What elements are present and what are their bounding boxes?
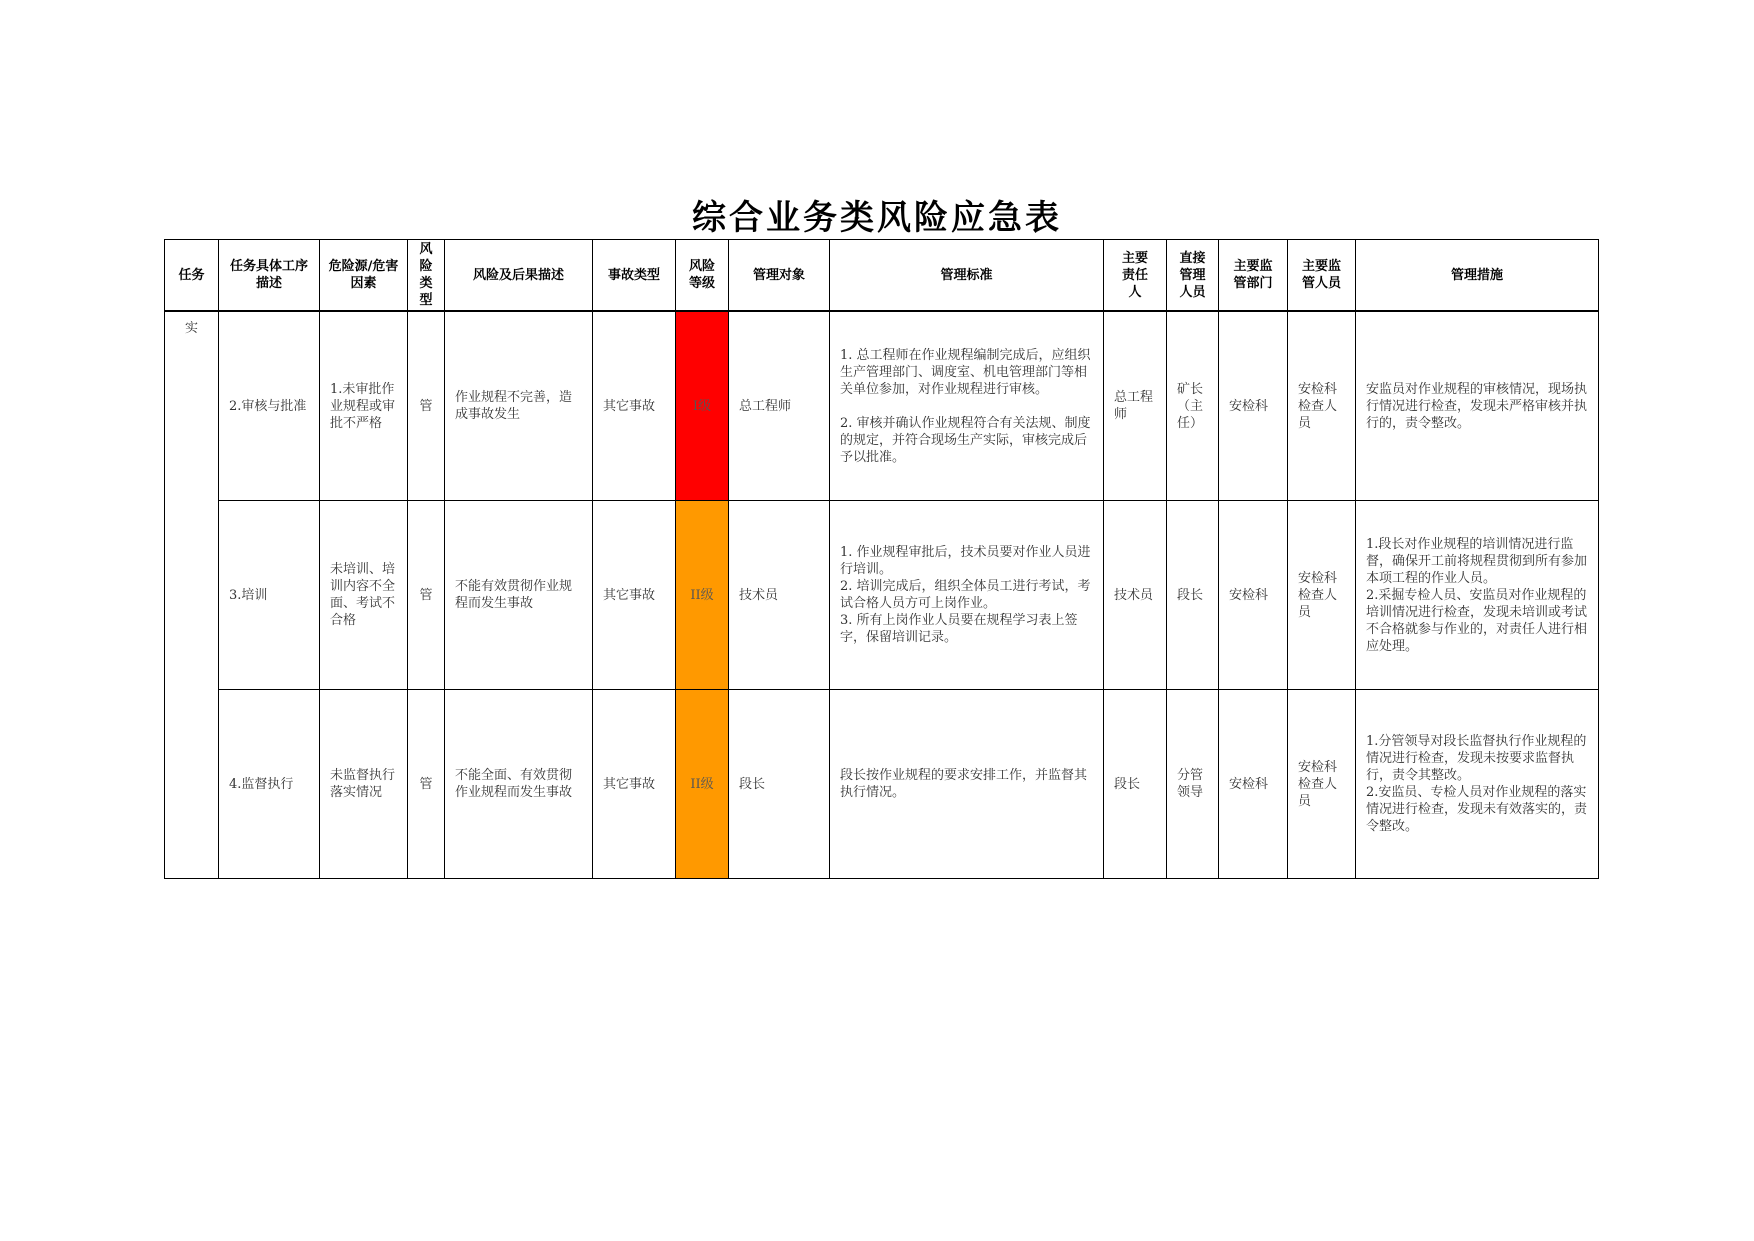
risk-type-cell: 管 xyxy=(408,690,445,879)
accident-type-cell: 其它事故 xyxy=(593,501,676,690)
consequence-cell: 作业规程不完善，造成事故发生 xyxy=(445,311,593,501)
standard-item: 段长按作业规程的要求安排工作，并监督其执行情况。 xyxy=(840,768,1088,800)
table-row xyxy=(165,501,1599,690)
task-cell: 实 xyxy=(165,311,219,879)
target-cell: 总工程师 xyxy=(729,311,830,501)
hazard-cell: 未监督执行落实情况 xyxy=(320,690,408,879)
supervisor-cell: 安检科检查人员 xyxy=(1288,311,1356,501)
table-row xyxy=(165,690,1599,879)
responsible-cell: 段长 xyxy=(1104,690,1167,879)
consequence-cell: 不能有效贯彻作业规程而发生事故 xyxy=(445,501,593,690)
supervise-dept-cell: 安检科 xyxy=(1219,501,1288,690)
supervisor-cell: 安检科检查人员 xyxy=(1288,501,1356,690)
risk-level-cell: I级 xyxy=(676,311,729,501)
header-direct-manager: 直接管理人员 xyxy=(1167,240,1219,312)
header-standard: 管理标准 xyxy=(830,240,1104,312)
accident-type-cell: 其它事故 xyxy=(593,690,676,879)
measures-cell xyxy=(1356,501,1599,690)
direct-manager-cell: 段长 xyxy=(1167,501,1219,690)
process-cell: 2.审核与批准 xyxy=(219,311,320,501)
header-responsible: 主要责任人 xyxy=(1104,240,1167,312)
measure-item: 1.分管领导对段长监督执行作业规程的情况进行检查，发现未按要求监督执行，责令其整改。 xyxy=(1366,734,1587,783)
header-task: 任务 xyxy=(165,240,219,312)
supervisor-cell: 安检科检查人员 xyxy=(1288,690,1356,879)
consequence-cell: 不能全面、有效贯彻作业规程而发生事故 xyxy=(445,690,593,879)
header-risk-type: 风险类型 xyxy=(408,240,445,312)
measures-cell xyxy=(1356,311,1599,501)
header-risk-level: 风险等级 xyxy=(676,240,729,312)
page-title: 综合业务类风险应急表 xyxy=(692,198,1062,238)
standard-item: 1. 作业规程审批后，技术员要对作业人员进行培训。 xyxy=(840,545,1091,577)
direct-manager-cell: 矿长（主任） xyxy=(1167,311,1219,501)
process-cell: 3.培训 xyxy=(219,501,320,690)
risk-level-cell: II级 xyxy=(676,690,729,879)
header-supervisor: 主要监管人员 xyxy=(1288,240,1356,312)
standard-item: 2. 培训完成后，组织全体员工进行考试，考试合格人员方可上岗作业。 xyxy=(840,579,1091,611)
supervise-dept-cell: 安检科 xyxy=(1219,311,1288,501)
measure-item: 2.采掘专检人员、安监员对作业规程的培训情况进行检查，发现未培训或考试不合格就参与作业的，对责任人进行相应处理。 xyxy=(1366,587,1588,654)
supervise-dept-cell: 安检科 xyxy=(1219,690,1288,879)
table-row xyxy=(165,311,1599,501)
standard-item: 2. 审核并确认作业规程符合有关法规、制度的规定，并符合现场生产实际，审核完成后予以批准。 xyxy=(840,415,1091,465)
standard-item: 1. 总工程师在作业规程编制完成后，应组织生产管理部门、调度室、机电管理部门等相关单位参加，对作业规程进行审核。 xyxy=(840,347,1091,397)
hazard-cell: 未培训、培训内容不全面、考试不合格 xyxy=(320,501,408,690)
standard-item: 3. 所有上岗作业人员要在规程学习表上签字，保留培训记录。 xyxy=(840,613,1078,645)
responsible-cell: 总工程师 xyxy=(1104,311,1167,501)
risk-type-cell: 管 xyxy=(408,311,445,501)
standard-cell xyxy=(830,690,1104,879)
target-cell: 段长 xyxy=(729,690,830,879)
header-supervise-dept: 主要监管部门 xyxy=(1219,240,1288,312)
standard-cell xyxy=(830,501,1104,690)
measure-item: 2.安监员、专检人员对作业规程的落实情况进行检查，发现未有效落实的，责令整改。 xyxy=(1366,785,1588,834)
header-consequence: 风险及后果描述 xyxy=(445,240,593,312)
risk-level-cell: II级 xyxy=(676,501,729,690)
measure-item: 安监员对作业规程的审核情况，现场执行情况进行检查，发现未严格审核并执行的，责令整改。 xyxy=(1366,381,1588,431)
standard-cell xyxy=(830,311,1104,501)
direct-manager-cell: 分管领导 xyxy=(1167,690,1219,879)
header-accident-type: 事故类型 xyxy=(593,240,676,312)
header-row xyxy=(165,240,1599,312)
header-process: 任务具体工序描述 xyxy=(219,240,320,312)
hazard-cell: 1.未审批作业规程或审批不严格 xyxy=(320,311,408,501)
risk-table xyxy=(164,239,1599,879)
header-measures: 管理措施 xyxy=(1356,240,1599,312)
measure-item: 1.段长对作业规程的培训情况进行监督，确保开工前将规程贯彻到所有参加本项工程的作业人员。 xyxy=(1366,536,1588,586)
process-cell: 4.监督执行 xyxy=(219,690,320,879)
header-hazard: 危险源/危害因素 xyxy=(320,240,408,312)
header-target: 管理对象 xyxy=(729,240,830,312)
risk-type-cell: 管 xyxy=(408,501,445,690)
measures-cell xyxy=(1356,690,1599,879)
responsible-cell: 技术员 xyxy=(1104,501,1167,690)
accident-type-cell: 其它事故 xyxy=(593,311,676,501)
target-cell: 技术员 xyxy=(729,501,830,690)
